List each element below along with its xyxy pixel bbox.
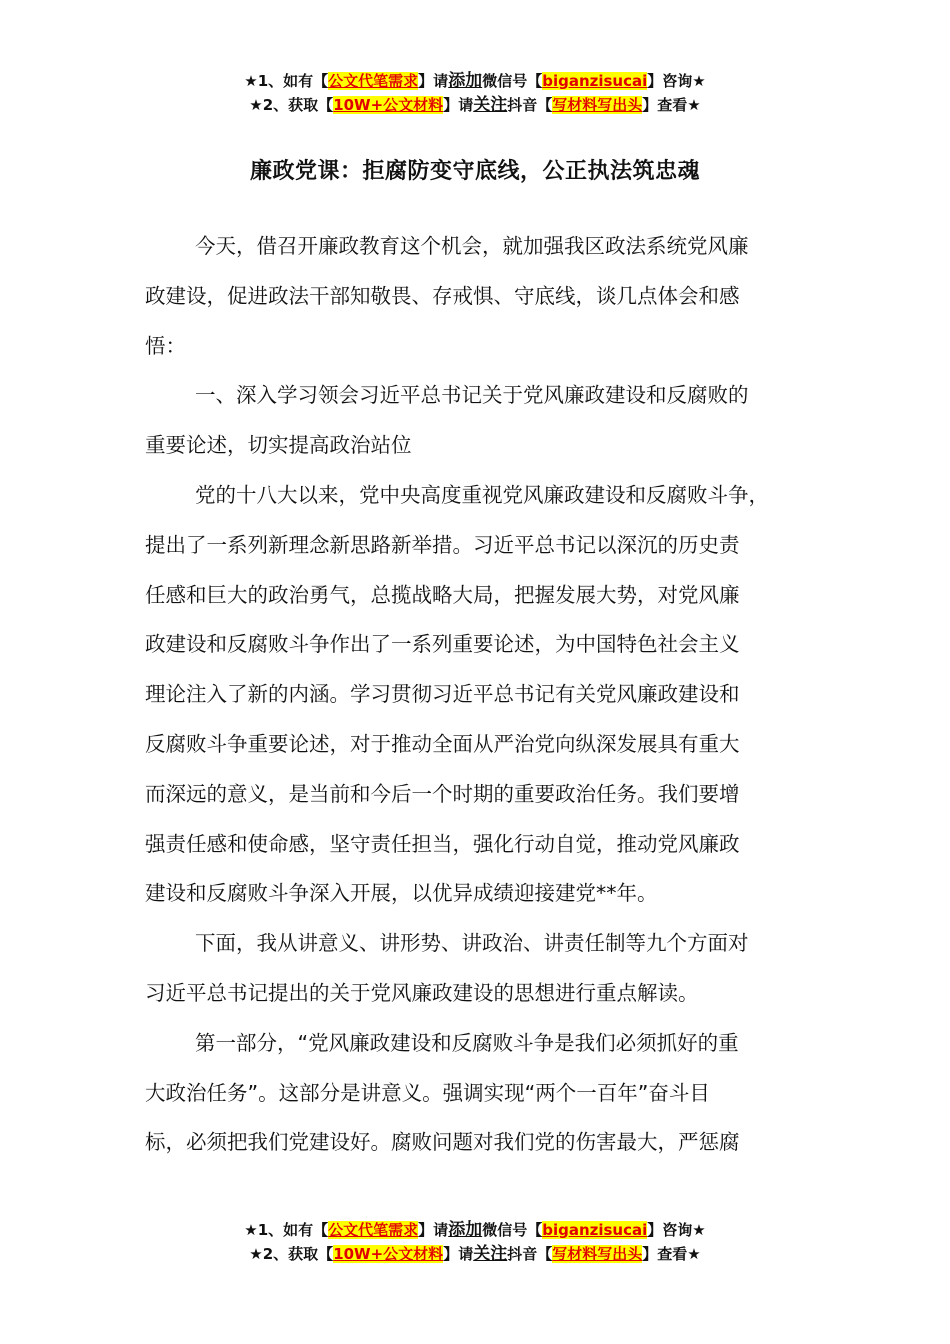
paragraph (145, 1019, 825, 1168)
paragraph-line: 今天，借召开廉政教育这个机会，就加强我区政法系统党风廉 (195, 234, 749, 258)
paragraph-line: 强责任感和使命感，坚守责任担当，强化行动自觉，推动党风廉政 (145, 831, 740, 856)
banner-line-2: ★2、获取【10W+公文材料】请关注抖音【写材料写出头】查看★ (249, 1244, 701, 1264)
paragraph-line: 下面，我从讲意义、讲形势、讲政治、讲责任制等九个方面对 (195, 931, 749, 956)
paragraph-line: 一、深入学习领会习近平总书记关于党风廉政建设和反腐败的 (195, 383, 749, 408)
header-banner (0, 69, 950, 117)
banner-line-2: ★2、获取【10W+公文材料】请关注抖音【写材料写出头】查看★ (249, 95, 701, 115)
paragraph (145, 919, 825, 1019)
paragraph-line: 提出了一系列新理念新思路新举措。习近平总书记以深沉的历史责 (145, 532, 740, 557)
paragraph-line: 第一部分，“党风廉政建设和反腐败斗争是我们必须抓好的重 (195, 1030, 739, 1055)
paragraph-line: 反腐败斗争重要论述，对于推动全面从严治党向纵深发展具有重大 (145, 731, 740, 756)
paragraph-line: 习近平总书记提出的关于党风廉政建设的思想进行重点解读。 (145, 980, 699, 1005)
paragraph-line: 建设和反腐败斗争深入开展，以优异成绩迎接建党**年。 (145, 881, 658, 906)
document-title: 廉政党课：拒腐防变守底线，公正执法筑忠魂 (249, 159, 700, 184)
paragraph-line: 重要论述，切实提高政治站位 (145, 433, 412, 458)
paragraph-line: 标，必须把我们党建设好。腐败问题对我们党的伤害最大，严惩腐 (145, 1130, 740, 1155)
paragraph-line: 政建设，促进政法干部知敬畏、存戒惧、守底线，谈几点体会和感 (145, 283, 740, 308)
paragraph-line: 而深远的意义，是当前和今后一个时期的重要政治任务。我们要增 (145, 781, 740, 806)
paragraph-line: 政建设和反腐败斗争作出了一系列重要论述，为中国特色社会主义 (145, 632, 740, 657)
banner-line-1: ★1、如有【公文代笔需求】请添加微信号【biganzisucai】咨询★ (244, 1220, 706, 1240)
paragraph-line: 理论注入了新的内涵。学习贯彻习近平总书记有关党风廉政建设和 (145, 682, 740, 707)
paragraph-line: 任感和巨大的政治勇气，总揽战略大局，把握发展大势，对党风廉 (145, 582, 740, 607)
document-body (145, 222, 825, 1168)
footer-banner (0, 1218, 950, 1266)
paragraph-line: 大政治任务”。这部分是讲意义。强调实现“两个一百年”奋斗目 (145, 1080, 710, 1105)
paragraph (145, 371, 825, 471)
paragraph (145, 222, 825, 371)
paragraph-line: 悟： (145, 333, 186, 358)
paragraph-line: 党的十八大以来，党中央高度重视党风廉政建设和反腐败斗争， (195, 482, 769, 507)
banner-line-1: ★1、如有【公文代笔需求】请添加微信号【biganzisucai】咨询★ (244, 71, 706, 91)
paragraph (145, 471, 825, 919)
